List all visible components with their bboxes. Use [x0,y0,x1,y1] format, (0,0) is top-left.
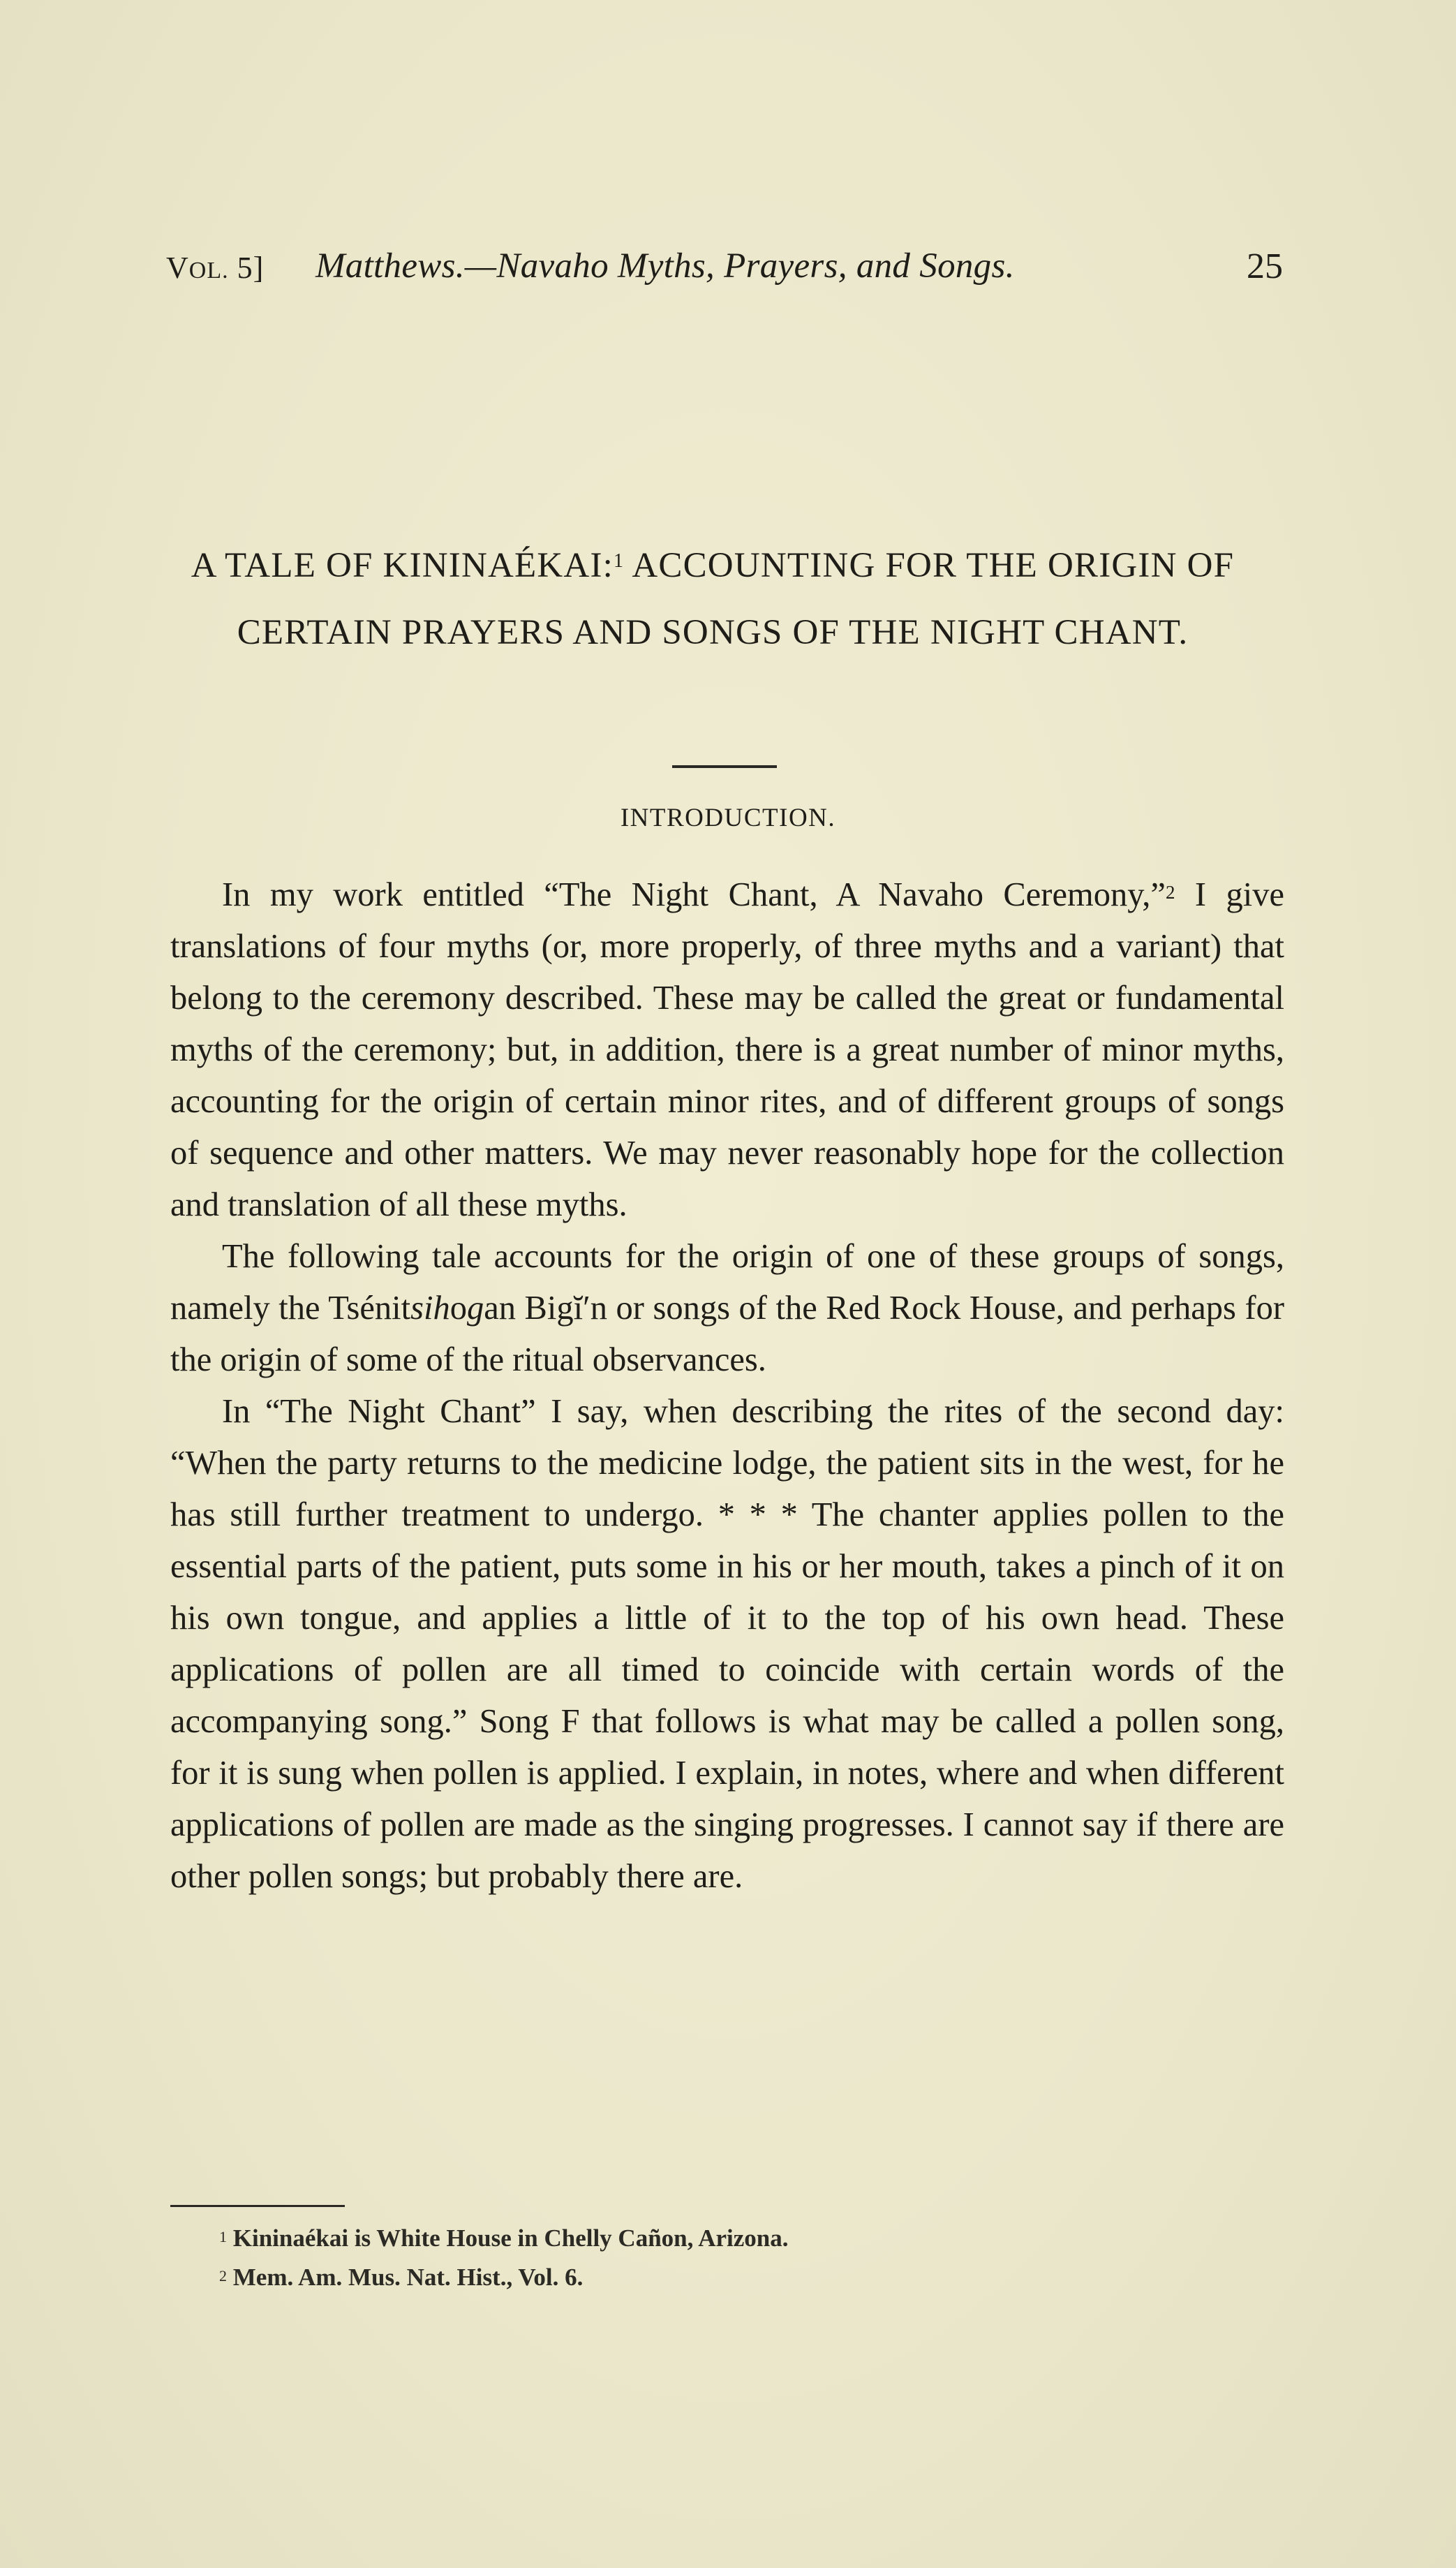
footnotes [219,2219,1266,2297]
volume-smallcaps: OL. [188,258,229,283]
footnote-divider [170,2205,345,2207]
footnote-marker: 2 [219,2267,227,2285]
title-divider [672,765,777,768]
footnote-marker: 1 [219,2228,227,2245]
footnote-2 [219,2258,1266,2297]
paragraph-2-italic-2: g [466,1290,484,1327]
page-number: 25 [1247,246,1283,286]
paragraph-2-part-b: o [450,1290,467,1327]
paragraph-2-part-c: an Bigĭ′n or songs of the Red Rock House, and perhaps for the origin of some of the ritual observances. [170,1290,1285,1378]
paragraph-1-part-b: I give translations of four myths (or, more properly, of three myths and a variant) that belong to the ceremony described. These may be called the great or fundamental myths of the ceremony; but, in addition, there is a great number of minor myths, accounting for the origin of certain minor rites, and of different groups of songs of sequence and other matters. We may never reasonably hope for the collection and translation of all these myths. [170,876,1285,1223]
footnote-ref-2[interactable]: 2 [1165,882,1175,903]
paragraph-1-part-a: In my work entitled “The Night Chant, A Navaho Ceremony,” [222,876,1166,913]
chapter-title [137,532,1288,666]
running-header [166,246,1283,302]
footnote-text: Kininaékai is White House in Chelly Cañon, Arizona. [227,2224,789,2252]
paragraph-2 [170,1231,1284,1386]
chapter-title-part1: A TALE OF KININAÉKAI: [191,546,614,585]
section-heading: INTRODUCTION. [620,804,836,832]
paragraph-2-italic-1: sih [410,1290,450,1327]
chapter-title-part2: ACCOUNTING FOR THE ORIGIN OF CERTAIN PRAYERS AND SONGS OF THE NIGHT CHANT. [237,546,1235,652]
volume-prefix: V [166,251,189,285]
paragraph-2-part-a: The following tale accounts for the origin of one of these groups of songs, namely the Tsénit [170,1238,1284,1327]
footnote-text: Mem. Am. Mus. Nat. Hist., Vol. 6. [227,2264,584,2291]
volume-number: 5] [237,251,265,285]
volume-label [166,250,264,286]
footnote-1 [219,2219,1266,2258]
footnote-ref-1[interactable]: 1 [614,550,625,572]
paragraph-3: In “The Night Chant” I say, when describing the rites of the second day: “When the party returns to the medicine lodge, the patient sits in the west, for he has still further treatment to undergo. * * * The chanter applies pollen to the essential parts of the patient, puts some in his or her mouth, takes a pinch of it on his own tongue, and applies a little of it to the top of his own head. These applications of pollen are all timed to coincide with certain words of the accompanying song.” Song F that follows is what may be called a pollen song, for it is sung when pollen is applied. I explain, in notes, where and when different applications of pollen are made as the singing progresses. I cannot say if there are other pollen songs; but probably there are. [170,1393,1284,1895]
running-title: Matthews.—Navaho Myths, Prayers, and Songs. [315,246,1015,286]
paragraph-1 [170,869,1284,1231]
body-text [170,869,1284,1903]
